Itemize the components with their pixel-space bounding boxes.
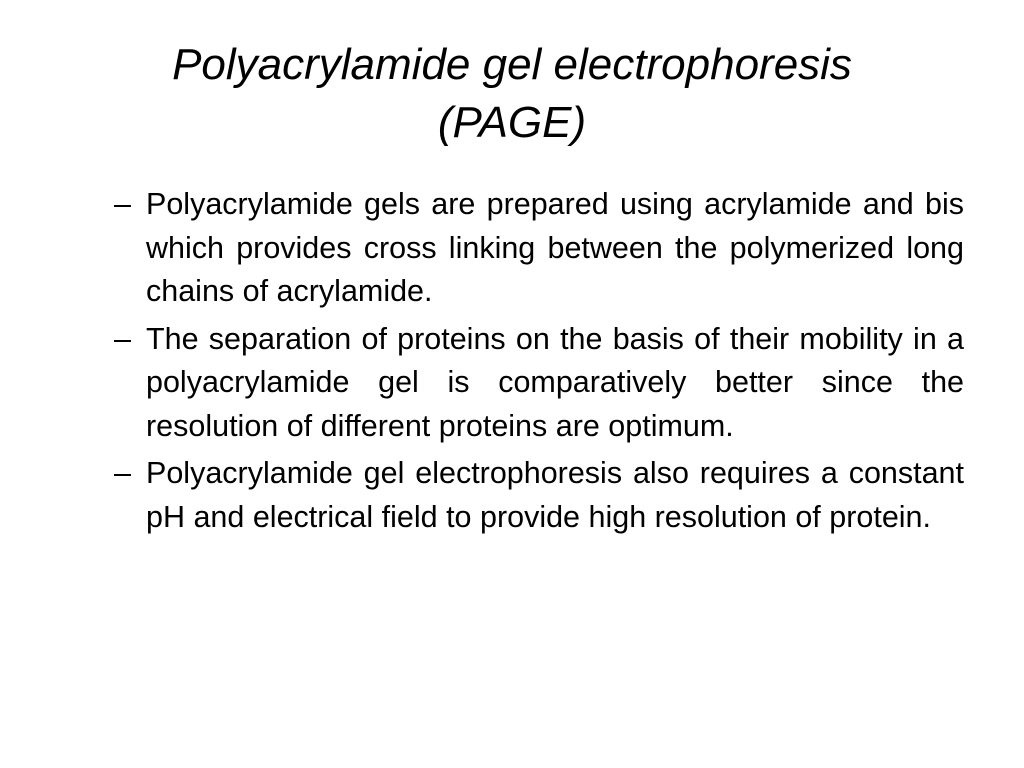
bullet-list [108, 183, 964, 543]
bullet-item [108, 183, 964, 314]
bullet-dash-icon: – [114, 321, 131, 356]
bullet-text: Polyacrylamide gels are prepared using acrylamide and bis which provides cross linking between the polymerized long chains of acrylamide. [146, 187, 964, 308]
slide-title-line-2: (PAGE) [437, 98, 587, 147]
bullet-item [108, 318, 964, 449]
bullet-dash-icon: – [114, 187, 131, 221]
bullet-text: The separation of proteins on the basis of their mobility in a polyacrylamide gel is comparatively better since the resolution of different proteins are optimum. [146, 321, 964, 443]
slide-title-line-1: Polyacrylamide gel electrophoresis [172, 40, 852, 89]
bullet-dash-icon: – [114, 456, 131, 490]
bullet-item [108, 452, 964, 539]
bullet-text: Polyacrylamide gel electrophoresis also requires a constant pH and electrical field to provide high resolution of protein. [146, 456, 964, 534]
slide-title [60, 36, 964, 152]
